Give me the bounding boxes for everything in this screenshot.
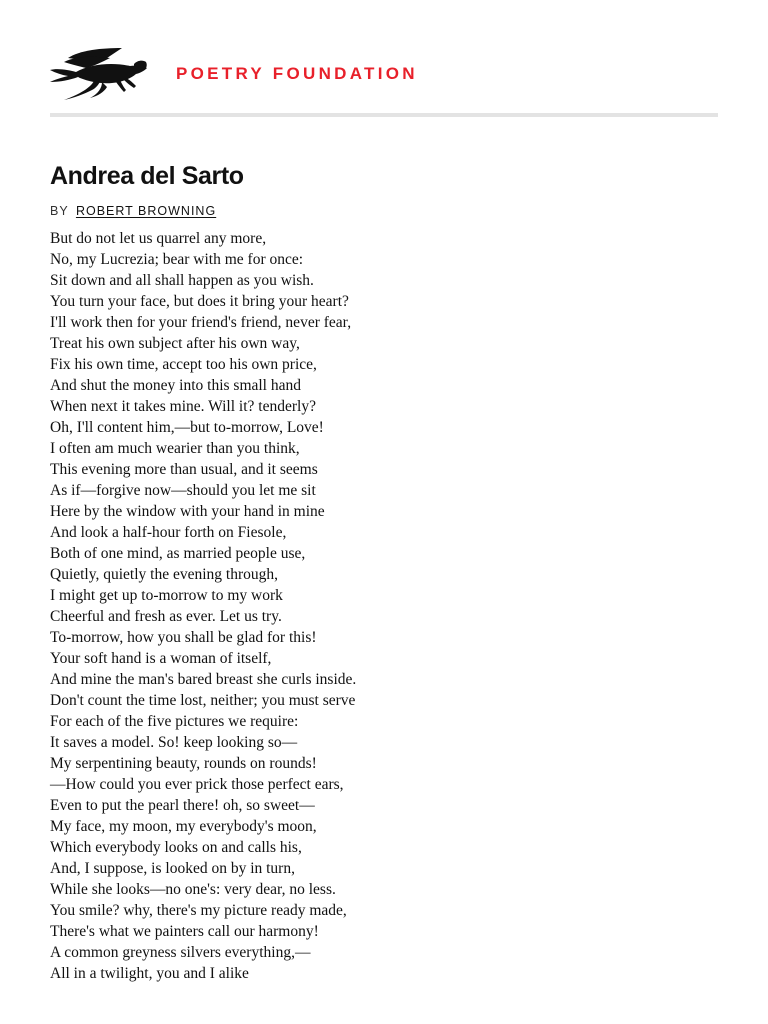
byline <box>50 204 216 218</box>
poem-line: And look a half-hour forth on Fiesole, <box>50 524 287 541</box>
poem-line: To-morrow, how you shall be glad for this! <box>50 629 317 646</box>
author-link[interactable]: ROBERT BROWNING <box>75 204 217 218</box>
poem-line: But do not let us quarrel any more, <box>50 230 267 247</box>
poem-line: Which everybody looks on and calls his, <box>50 839 302 856</box>
poem-line: Treat his own subject after his own way, <box>50 335 300 352</box>
poem-line: You smile? why, there's my picture ready made, <box>50 902 347 919</box>
poem-line: Quietly, quietly the evening through, <box>50 566 279 583</box>
poem-line: It saves a model. So! keep looking so— <box>50 734 298 751</box>
poem-line: My face, my moon, my everybody's moon, <box>50 818 317 835</box>
poem-line: Sit down and all shall happen as you wish. <box>50 272 314 289</box>
poem-line: This evening more than usual, and it seems <box>50 461 318 478</box>
poem-line: While she looks—no one's: very dear, no less. <box>50 881 336 898</box>
poem-line: And shut the money into this small hand <box>50 377 301 394</box>
poem-line: No, my Lucrezia; bear with me for once: <box>50 251 304 268</box>
poem-line: I often am much wearier than you think, <box>50 440 300 457</box>
poem-line: Even to put the pearl there! oh, so sweet— <box>50 797 315 814</box>
poem-line: And, I suppose, is looked on by in turn, <box>50 860 295 877</box>
poem-line: Cheerful and fresh as ever. Let us try. <box>50 608 282 625</box>
poem-line: Here by the window with your hand in mine <box>50 503 325 520</box>
poem-line: All in a twilight, you and I alike <box>50 965 249 982</box>
site-header <box>50 40 718 100</box>
poem-line: There's what we painters call our harmony! <box>50 923 319 940</box>
poem-line: My serpentining beauty, rounds on rounds! <box>50 755 317 772</box>
poem-line: And mine the man's bared breast she curls inside. <box>50 671 357 688</box>
pegasus-icon[interactable] <box>50 46 150 102</box>
poem-line: When next it takes mine. Will it? tenderly? <box>50 398 316 415</box>
header-divider <box>50 113 718 117</box>
poem-line: I might get up to-morrow to my work <box>50 587 283 604</box>
poem-line: I'll work then for your friend's friend, never fear, <box>50 314 352 331</box>
poem-line: Both of one mind, as married people use, <box>50 545 306 562</box>
poem-line: Don't count the time lost, neither; you must serve <box>50 692 356 709</box>
poem-line: A common greyness silvers everything,— <box>50 944 311 961</box>
poem-line: For each of the five pictures we require: <box>50 713 299 730</box>
poem-line: Your soft hand is a woman of itself, <box>50 650 272 667</box>
by-label: BY <box>50 204 69 218</box>
poem-body <box>50 228 710 984</box>
poem-line: —How could you ever prick those perfect ears, <box>50 776 344 793</box>
poem-line: You turn your face, but does it bring your heart? <box>50 293 349 310</box>
poem-line: As if—forgive now—should you let me sit <box>50 482 316 499</box>
poem-line: Fix his own time, accept too his own price, <box>50 356 317 373</box>
site-brand-name[interactable]: POETRY FOUNDATION <box>176 64 418 83</box>
poem-title: Andrea del Sarto <box>50 162 244 190</box>
poem-line: Oh, I'll content him,—but to-morrow, Love! <box>50 419 324 436</box>
